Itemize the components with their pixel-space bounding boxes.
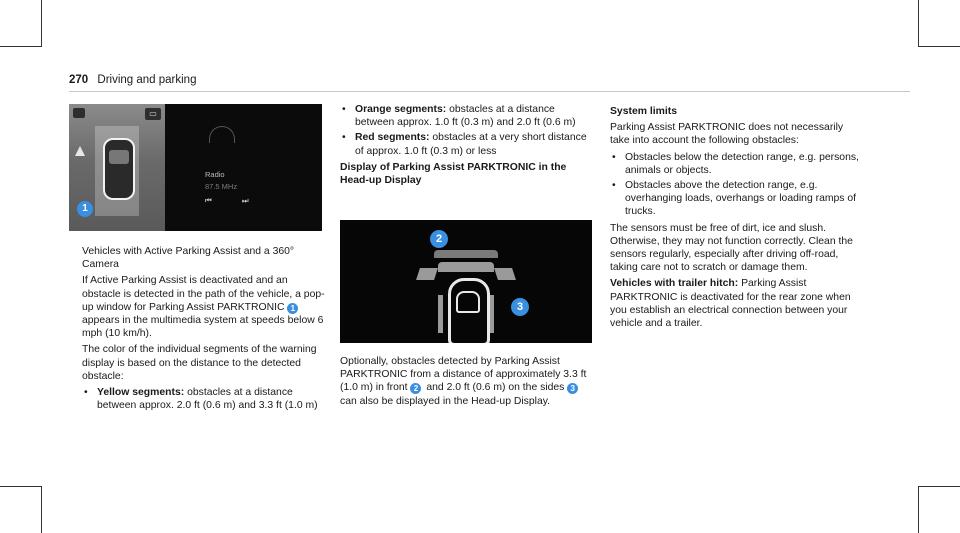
list-item-title: Yellow segments: bbox=[97, 387, 185, 399]
paragraph bbox=[82, 274, 327, 340]
crop-mark bbox=[41, 486, 42, 533]
camera-icon: ▭ bbox=[145, 108, 161, 120]
section-title: Driving and parking bbox=[97, 74, 197, 86]
text-span: Optionally, obstacles detected by Parking Assist PARKTRONIC from a distance of approximately 3.3 ft (1.0 m) in front bbox=[340, 356, 587, 394]
bullet-list bbox=[82, 386, 327, 412]
callout-marker-3: 3 bbox=[567, 383, 578, 394]
page-header bbox=[69, 74, 196, 86]
crop-mark bbox=[918, 486, 919, 533]
paragraph-title: Vehicles with trailer hitch: bbox=[610, 278, 739, 290]
list-item-text: obstacles at a very short distance of approx. 1.0 ft (0.3 m) or less bbox=[355, 132, 587, 157]
list-item bbox=[82, 386, 327, 412]
column-right bbox=[610, 103, 860, 333]
section-heading: System limits bbox=[610, 106, 677, 117]
front-segment bbox=[494, 268, 516, 280]
crop-mark bbox=[918, 46, 960, 47]
paragraph: The sensors must be free of dirt, ice and slush. Otherwise, they may not function correctly. Clean the sensors regularly, especially after driving off-road, taking care not to scratch or damage them. bbox=[610, 222, 853, 274]
paragraph: The color of the individual segments of the warning display is based on the distance to the detected obstacle: bbox=[82, 344, 317, 382]
callout-marker-3: 3 bbox=[511, 298, 529, 316]
text-span: If Active Parking Assist is deactivated and an obstacle is detected in the path of the vehicle, a pop-up window for Parking Assist PARKTRONIC bbox=[82, 275, 325, 313]
list-item-text: obstacles at a distance between approx. 1.0 ft (0.3 m) and 2.0 ft (0.6 m) bbox=[355, 104, 576, 129]
multimedia-screen-image bbox=[69, 104, 322, 231]
paragraph: Parking Assist PARKTRONIC does not necessarily take into account the following obstacles: bbox=[610, 122, 844, 147]
figure-caption: Vehicles with Active Parking Assist and a 360° Camera bbox=[82, 246, 295, 271]
column-left bbox=[82, 245, 327, 415]
bullet-list bbox=[340, 103, 592, 158]
list-item bbox=[340, 103, 592, 129]
list-item bbox=[340, 131, 592, 157]
list-item: • Obstacles below the detection range, e.g. persons, animals or objects. bbox=[610, 151, 860, 177]
section-heading: Display of Parking Assist PARKTRONIC in the Head-up Display bbox=[340, 161, 567, 187]
vehicle-top-view bbox=[103, 138, 135, 200]
crop-mark bbox=[918, 0, 919, 47]
front-segment bbox=[416, 268, 438, 280]
list-item: • Obstacles above the detection range, e.g. overhanging loads, overhangs or loading ramps of trucks. bbox=[610, 179, 860, 219]
front-segment bbox=[438, 262, 494, 272]
callout-marker-1: 1 bbox=[77, 201, 93, 217]
callout-marker-2: 2 bbox=[430, 230, 448, 248]
list-item-title: Red segments: bbox=[355, 132, 430, 144]
crop-mark bbox=[0, 46, 42, 47]
radio-panel bbox=[179, 126, 319, 226]
callout-marker-2: 2 bbox=[410, 383, 421, 394]
paragraph bbox=[610, 277, 860, 330]
list-item-title: Orange segments: bbox=[355, 104, 447, 115]
column-middle bbox=[340, 103, 592, 190]
crop-mark bbox=[41, 0, 42, 47]
crop-mark bbox=[0, 486, 42, 487]
radio-frequency: 87.5 MHz bbox=[205, 182, 238, 191]
head-up-display-image bbox=[340, 220, 592, 343]
text-span: can also be displayed in the Head-up Display. bbox=[340, 395, 551, 407]
crop-mark bbox=[918, 486, 960, 487]
text-span: Parking Assist PARKTRONIC is deactivated for the rear zone when you establish an electrical connection between your vehicle and a trailer. bbox=[610, 278, 851, 330]
front-segment bbox=[434, 250, 498, 258]
bullet-list bbox=[610, 151, 860, 219]
page-number: 270 bbox=[69, 74, 89, 86]
vehicle-icon bbox=[448, 278, 490, 343]
text-span: appears in the multimedia system at speeds below 6 mph (10 km/h). bbox=[82, 315, 324, 340]
radio-label: Radio bbox=[205, 170, 225, 179]
side-segment-left bbox=[438, 295, 443, 333]
list-item-text: obstacles at a distance between approx. 2.0 ft (0.6 m) and 3.3 ft (1.0 m) bbox=[97, 387, 318, 412]
warning-triangle-icon bbox=[75, 146, 85, 156]
callout-marker-1: 1 bbox=[287, 303, 298, 314]
radio-controls: ⏮ ⏭ bbox=[205, 196, 263, 205]
paragraph bbox=[340, 355, 592, 408]
header-divider bbox=[69, 91, 910, 92]
radio-signal-icon bbox=[209, 126, 235, 143]
text-span: and 2.0 ft (0.6 m) on the sides bbox=[423, 382, 568, 394]
menu-icon bbox=[73, 108, 85, 118]
column-middle-lower bbox=[340, 355, 592, 411]
